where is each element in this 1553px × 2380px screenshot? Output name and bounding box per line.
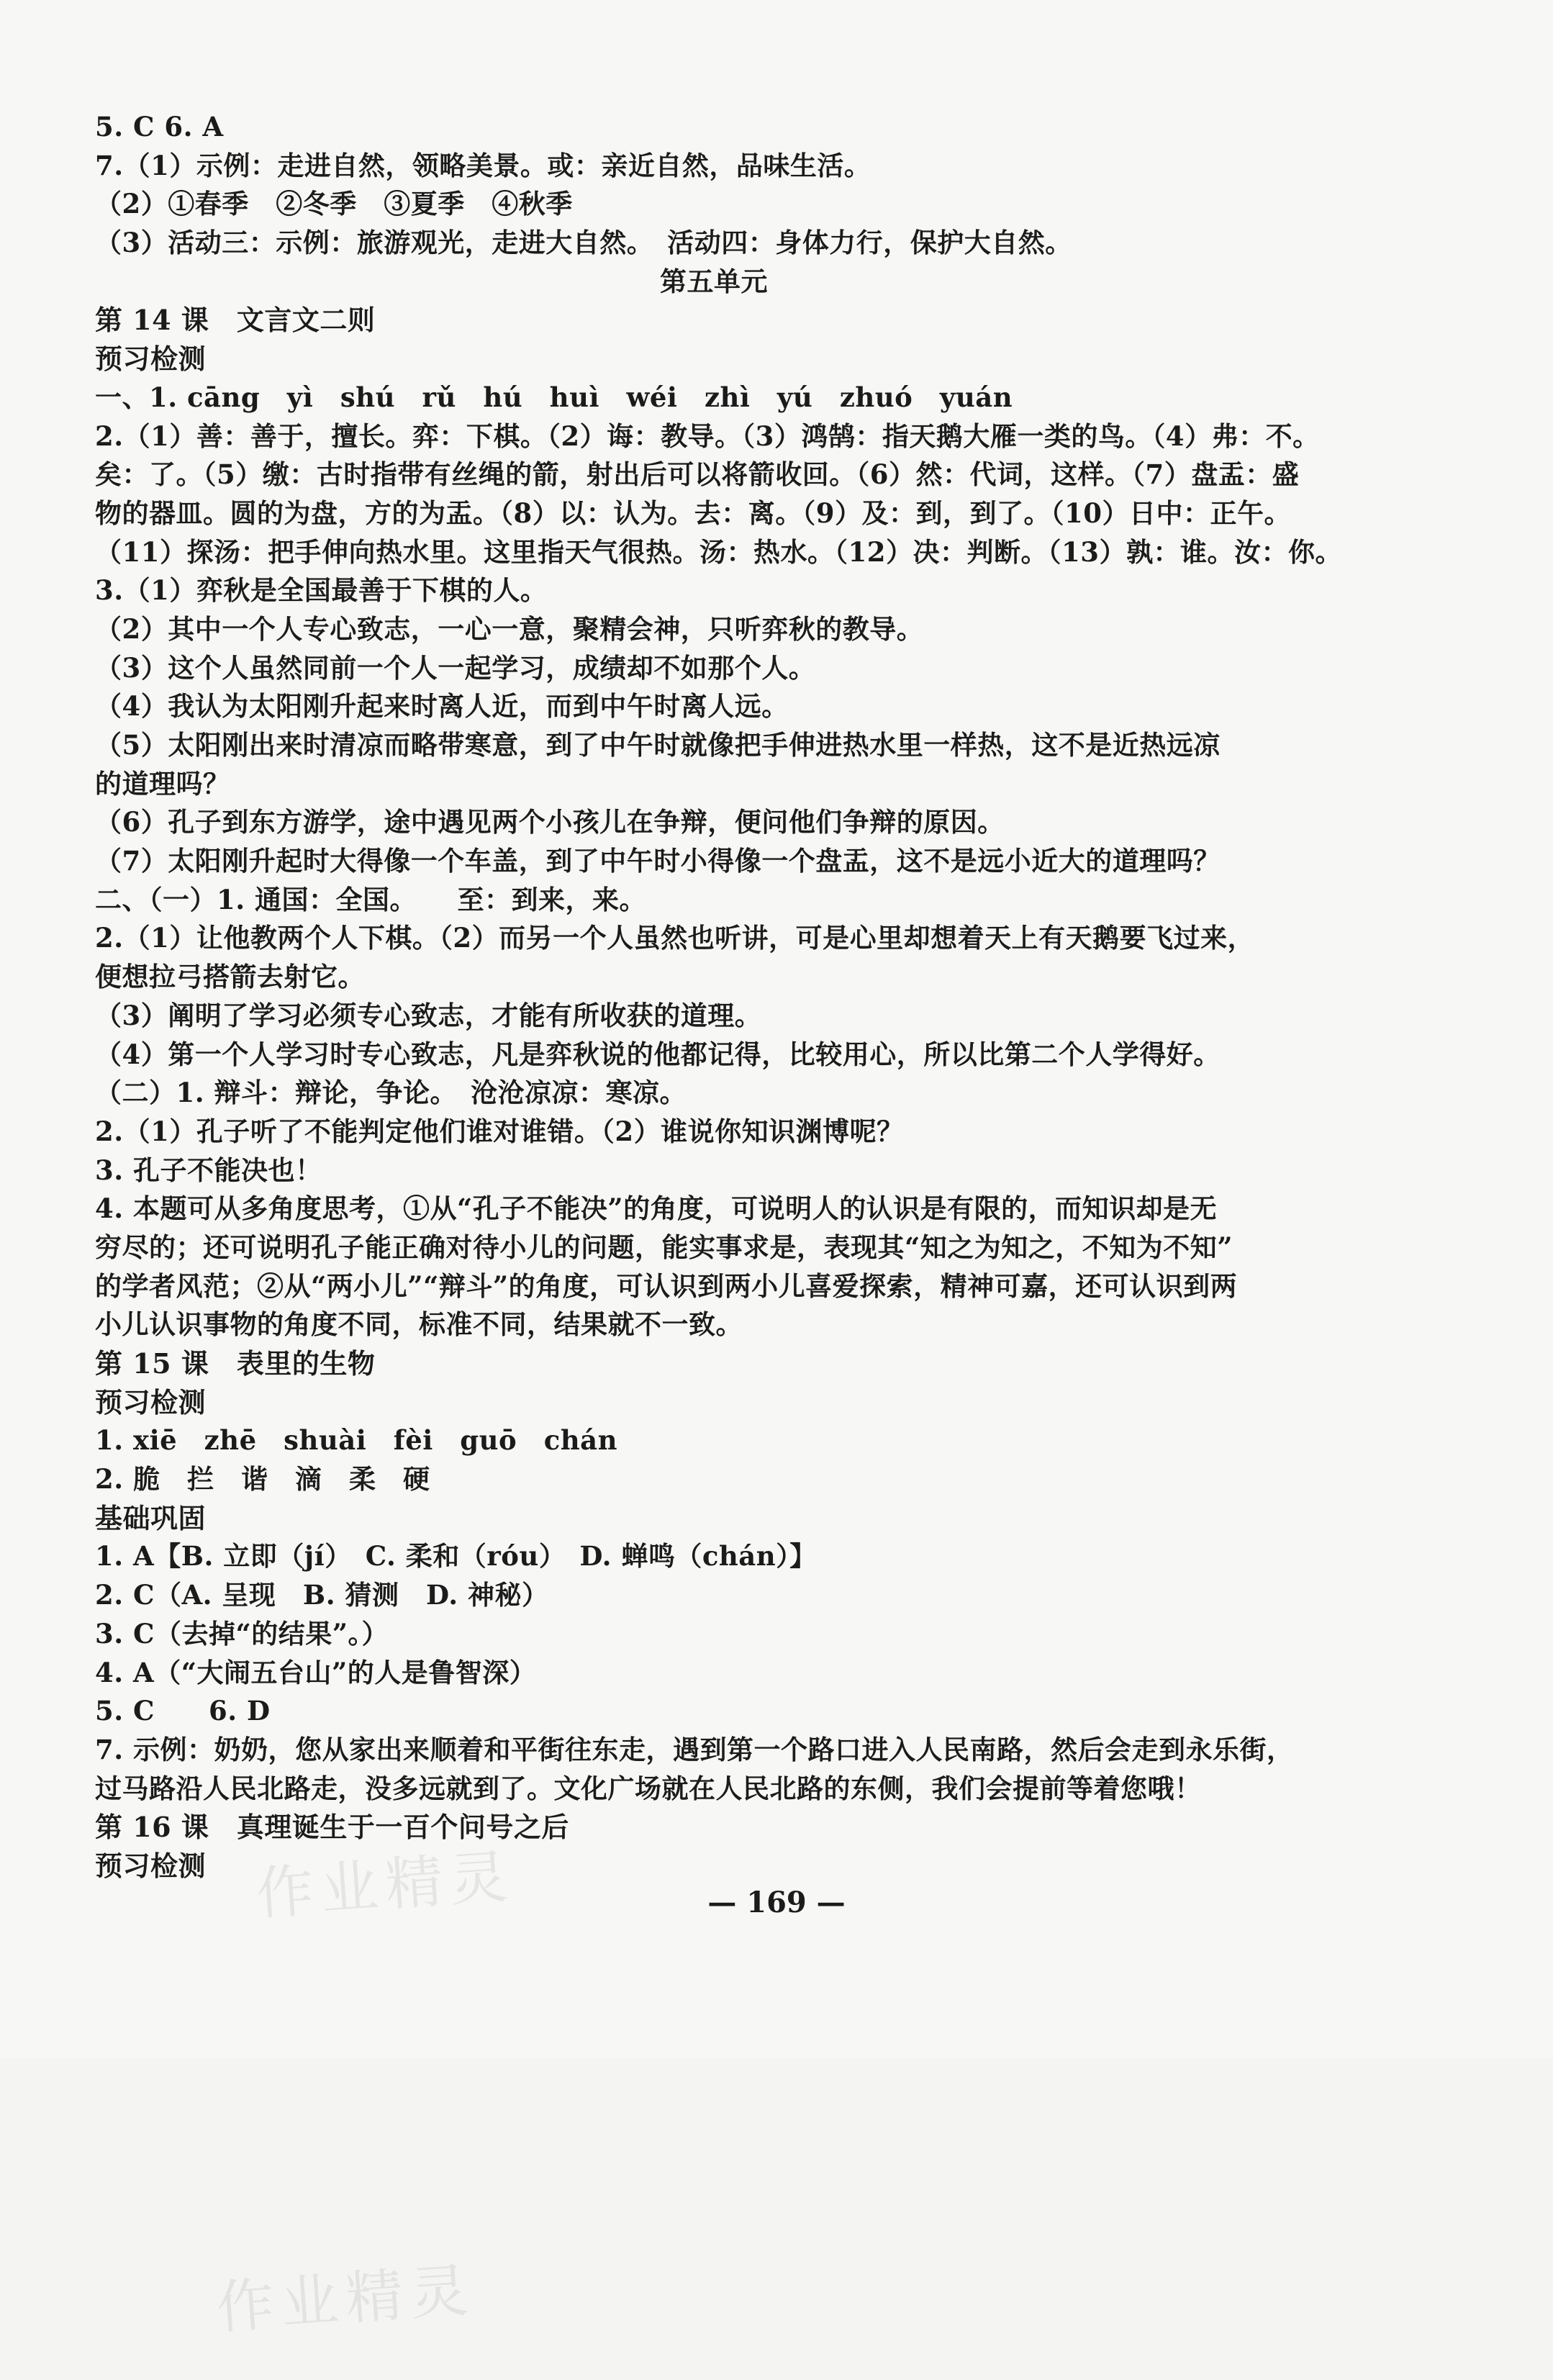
text-line: 7. 示例：奶奶，您从家出来顺着和平街往东走，遇到第一个路口进入人民南路，然后会走到永乐街， — [95, 1733, 1294, 1765]
text-line: 2. 脆 拦 谐 滴 柔 硬 — [95, 1463, 430, 1496]
text-line: 1. A【B. 立即（jí） C. 柔和（róu） D. 蝉鸣（chán）】 — [95, 1540, 817, 1573]
section-heading: 第 15 课 表里的生物 — [95, 1347, 376, 1380]
section-heading: 第 16 课 真理诞生于一百个问号之后 — [95, 1811, 569, 1844]
text-line: 物的器皿。圆的为盘，方的为盂。（8）以：认为。去：离。（9）及：到，到了。（10）日中：正午。 — [95, 497, 1291, 529]
answer-text-block — [95, 108, 1342, 1886]
text-line: （6）孔子到东方游学，途中遇见两个小孩儿在争辩，便问他们争辩的原因。 — [95, 806, 1005, 838]
text-line: （4）第一个人学习时专心致志，凡是弈秋说的他都记得，比较用心，所以比第二个人学得好。 — [95, 1038, 1221, 1070]
text-line: 2. C（A. 呈现 B. 猜测 D. 神秘） — [95, 1579, 549, 1611]
text-line: （3）这个人虽然同前一个人一起学习，成绩却不如那个人。 — [95, 651, 816, 684]
text-line: 4. 本题可从多角度思考，①从“孔子不能决”的角度，可说明人的认识是有限的，而知识却是无 — [95, 1193, 1218, 1225]
text-line: （7）太阳刚升起时大得像一个车盖，到了中午时小得像一个盘盂，这不是远小近大的道理吗？ — [95, 845, 1221, 877]
text-line: 矣：了。（5）缴：古时指带有丝绳的箭，射出后可以将箭收回。（6）然：代词，这样。（7）盘盂：盛 — [95, 458, 1300, 491]
text-line: 7.（1）示例：走进自然，领略美景。或：亲近自然，品味生活。 — [95, 149, 871, 181]
text-line: 2.（1）善：善于，擅长。弈：下棋。（2）诲：教导。（3）鸿鹄：指天鹅大雁一类的鸟。（4）弗：不。 — [95, 420, 1320, 452]
page-number: — 169 — — [707, 1886, 846, 1919]
section-heading: 基础巩固 — [95, 1501, 207, 1534]
text-line: 便想拉弓搭箭去射它。 — [95, 961, 365, 993]
text-line: 二、（一）1. 通国：全国。 至：到来，来。 — [95, 883, 647, 915]
text-line: 5. C 6. D — [95, 1695, 271, 1727]
text-line: （2）①春季 ②冬季 ③夏季 ④秋季 — [95, 188, 573, 220]
text-line: （5）太阳刚出来时清凉而略带寒意，到了中午时就像把手伸进热水里一样热，这不是近热远凉 — [95, 729, 1221, 761]
section-heading: 第 14 课 文言文二则 — [95, 304, 376, 337]
text-line: （二）1. 辩斗：辩论，争论。 沧沧凉凉：寒凉。 — [95, 1077, 687, 1109]
text-line: （3）活动三：示例：旅游观光，走进大自然。 活动四：身体力行，保护大自然。 — [95, 227, 1072, 259]
text-line: 5. C 6. A — [95, 111, 224, 142]
text-line: 小儿认识事物的角度不同，标准不同，结果就不一致。 — [95, 1308, 743, 1341]
text-line: 3. 孔子不能决也！ — [95, 1154, 322, 1186]
text-line: 3.（1）弈秋是全国最善于下棋的人。 — [95, 574, 548, 607]
section-heading: 第五单元 — [660, 265, 768, 297]
text-line: 穷尽的；还可说明孔子能正确对待小儿的问题，能实事求是，表现其“知之为知之，不知为不知” — [95, 1231, 1233, 1263]
text-line: 4. A（“大闹五台山”的人是鲁智深） — [95, 1656, 537, 1688]
text-line: （2）其中一个人专心致志，一心一意，聚精会神，只听弈秋的教导。 — [95, 612, 924, 645]
text-line: 3. C（去掉“的结果”。） — [95, 1617, 389, 1650]
section-heading: 预习检测 — [95, 1385, 207, 1419]
text-line: 2.（1）孔子听了不能判定他们谁对谁错。（2）谁说你知识渊博呢？ — [95, 1115, 904, 1147]
text-line: 一、1. cāng yì shú rǔ hú huì wéi zhì yú zhuó yuán — [95, 381, 1013, 413]
section-heading: 预习检测 — [95, 1849, 207, 1882]
text-line: 过马路沿人民北路走，没多远就到了。文化广场就在人民北路的东侧，我们会提前等着您哦！ — [95, 1772, 1202, 1804]
text-line: 的道理吗？ — [95, 767, 230, 800]
watermark: 作业精灵 — [253, 1842, 517, 1928]
text-line: 1. xiē zhē shuài fèi guō chán — [95, 1424, 618, 1457]
section-heading: 预习检测 — [95, 343, 207, 376]
text-line: （4）我认为太阳刚升起来时离人近，而到中午时离人远。 — [95, 690, 789, 723]
text-line: 2.（1）让他教两个人下棋。（2）而另一个人虽然也听讲，可是心里却想着天上有天鹅要飞过来， — [95, 922, 1255, 954]
text-line: （3）阐明了学习必须专心致志，才能有所收获的道理。 — [95, 999, 762, 1031]
text-line: （11）探汤：把手伸向热水里。这里指天气很热。汤：热水。（12）决：判断。（13）孰：谁。汝：你。 — [95, 535, 1342, 568]
watermark: 作业精灵 — [214, 2256, 478, 2342]
text-line: 的学者风范；②从“两小儿”“辩斗”的角度，可认识到两小儿喜爱探索，精神可嘉，还可认识到两 — [95, 1270, 1238, 1302]
